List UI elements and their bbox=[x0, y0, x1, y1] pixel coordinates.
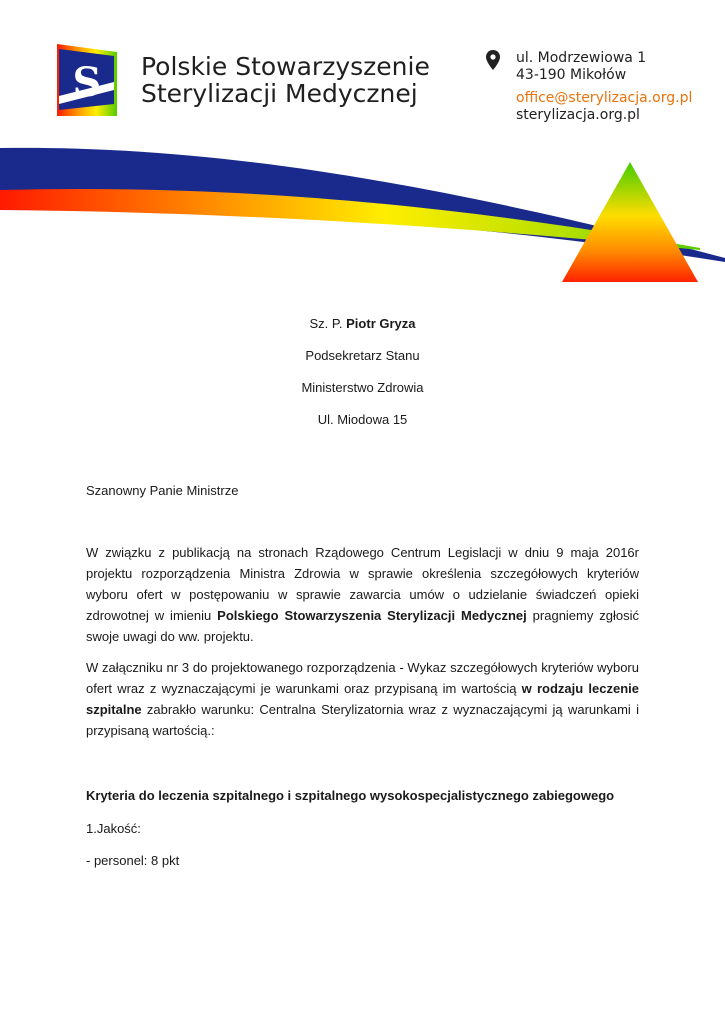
paragraph-2 bbox=[86, 657, 639, 741]
greeting: Szanowny Panie Ministrze bbox=[86, 483, 239, 498]
recipient-title: Podsekretarz Stanu bbox=[305, 348, 420, 363]
recipient-name-line bbox=[0, 315, 725, 333]
banner-triangle bbox=[562, 162, 698, 282]
list-item-personnel: - personel: 8 pkt bbox=[86, 853, 180, 868]
website-link[interactable]: sterylizacja.org.pl bbox=[516, 107, 640, 123]
recipient-institution: Ministerstwo Zdrowia bbox=[301, 380, 424, 395]
org-name-line-2: Sterylizacji Medycznej bbox=[141, 79, 418, 108]
logo-letter: S bbox=[72, 59, 102, 106]
paragraph-1-text: W związku z publikacją na stronach Rządowego Centrum Legislacji w dniu 9 maja 2016r projektu rozporządzenia Ministra Zdrowia w sprawie określenia szczegółowych kryteriów wyboru ofert w postępowaniu w sprawie zawarcia umów o udzielanie świadczeń opieki zdrowotnej w imieniu bbox=[86, 545, 639, 623]
paragraph-2-bold: w rodzaju leczenie szpitalne bbox=[86, 681, 639, 717]
paragraph-1 bbox=[86, 542, 639, 647]
section-heading: Kryteria do leczenia szpitalnego i szpitalnego wysokospecjalistycznego zabiegowego bbox=[86, 788, 615, 803]
organization-logo bbox=[57, 44, 117, 116]
recipient-address: Ul. Miodowa 15 bbox=[317, 412, 408, 427]
salutation-prefix: Sz. P. bbox=[309, 316, 343, 331]
map-pin-icon bbox=[486, 50, 500, 70]
org-name-line-1: Polskie Stowarzyszenie bbox=[141, 52, 430, 81]
paragraph-2-text: W załączniku nr 3 do projektowanego rozporządzenia - Wykaz szczegółowych kryteriów wyboru ofert wraz z wyznaczającymi je warunkami oraz przypisaną im wartością bbox=[86, 660, 639, 696]
list-item-quality: 1.Jakość: bbox=[86, 821, 141, 836]
recipient-name: Piotr Gryza bbox=[346, 316, 416, 331]
address-city: 43-190 Mikołów bbox=[516, 67, 627, 83]
paragraph-2-end: zabrakło warunku: Centralna Sterylizatornia wraz z wyznaczającymi ją warunkami i przypisaną wartością.: bbox=[86, 702, 639, 738]
header-banner-graphic bbox=[0, 140, 725, 290]
paragraph-1-bold: Polskiego Stowarzyszenia Sterylizacji Medycznej bbox=[217, 608, 527, 623]
paragraph-1-end: pragniemy zgłosić swoje uwagi do ww. projektu. bbox=[86, 608, 640, 644]
address-street: ul. Modrzewiowa 1 bbox=[516, 50, 647, 66]
email-link[interactable]: office@sterylizacja.org.pl bbox=[516, 90, 693, 106]
